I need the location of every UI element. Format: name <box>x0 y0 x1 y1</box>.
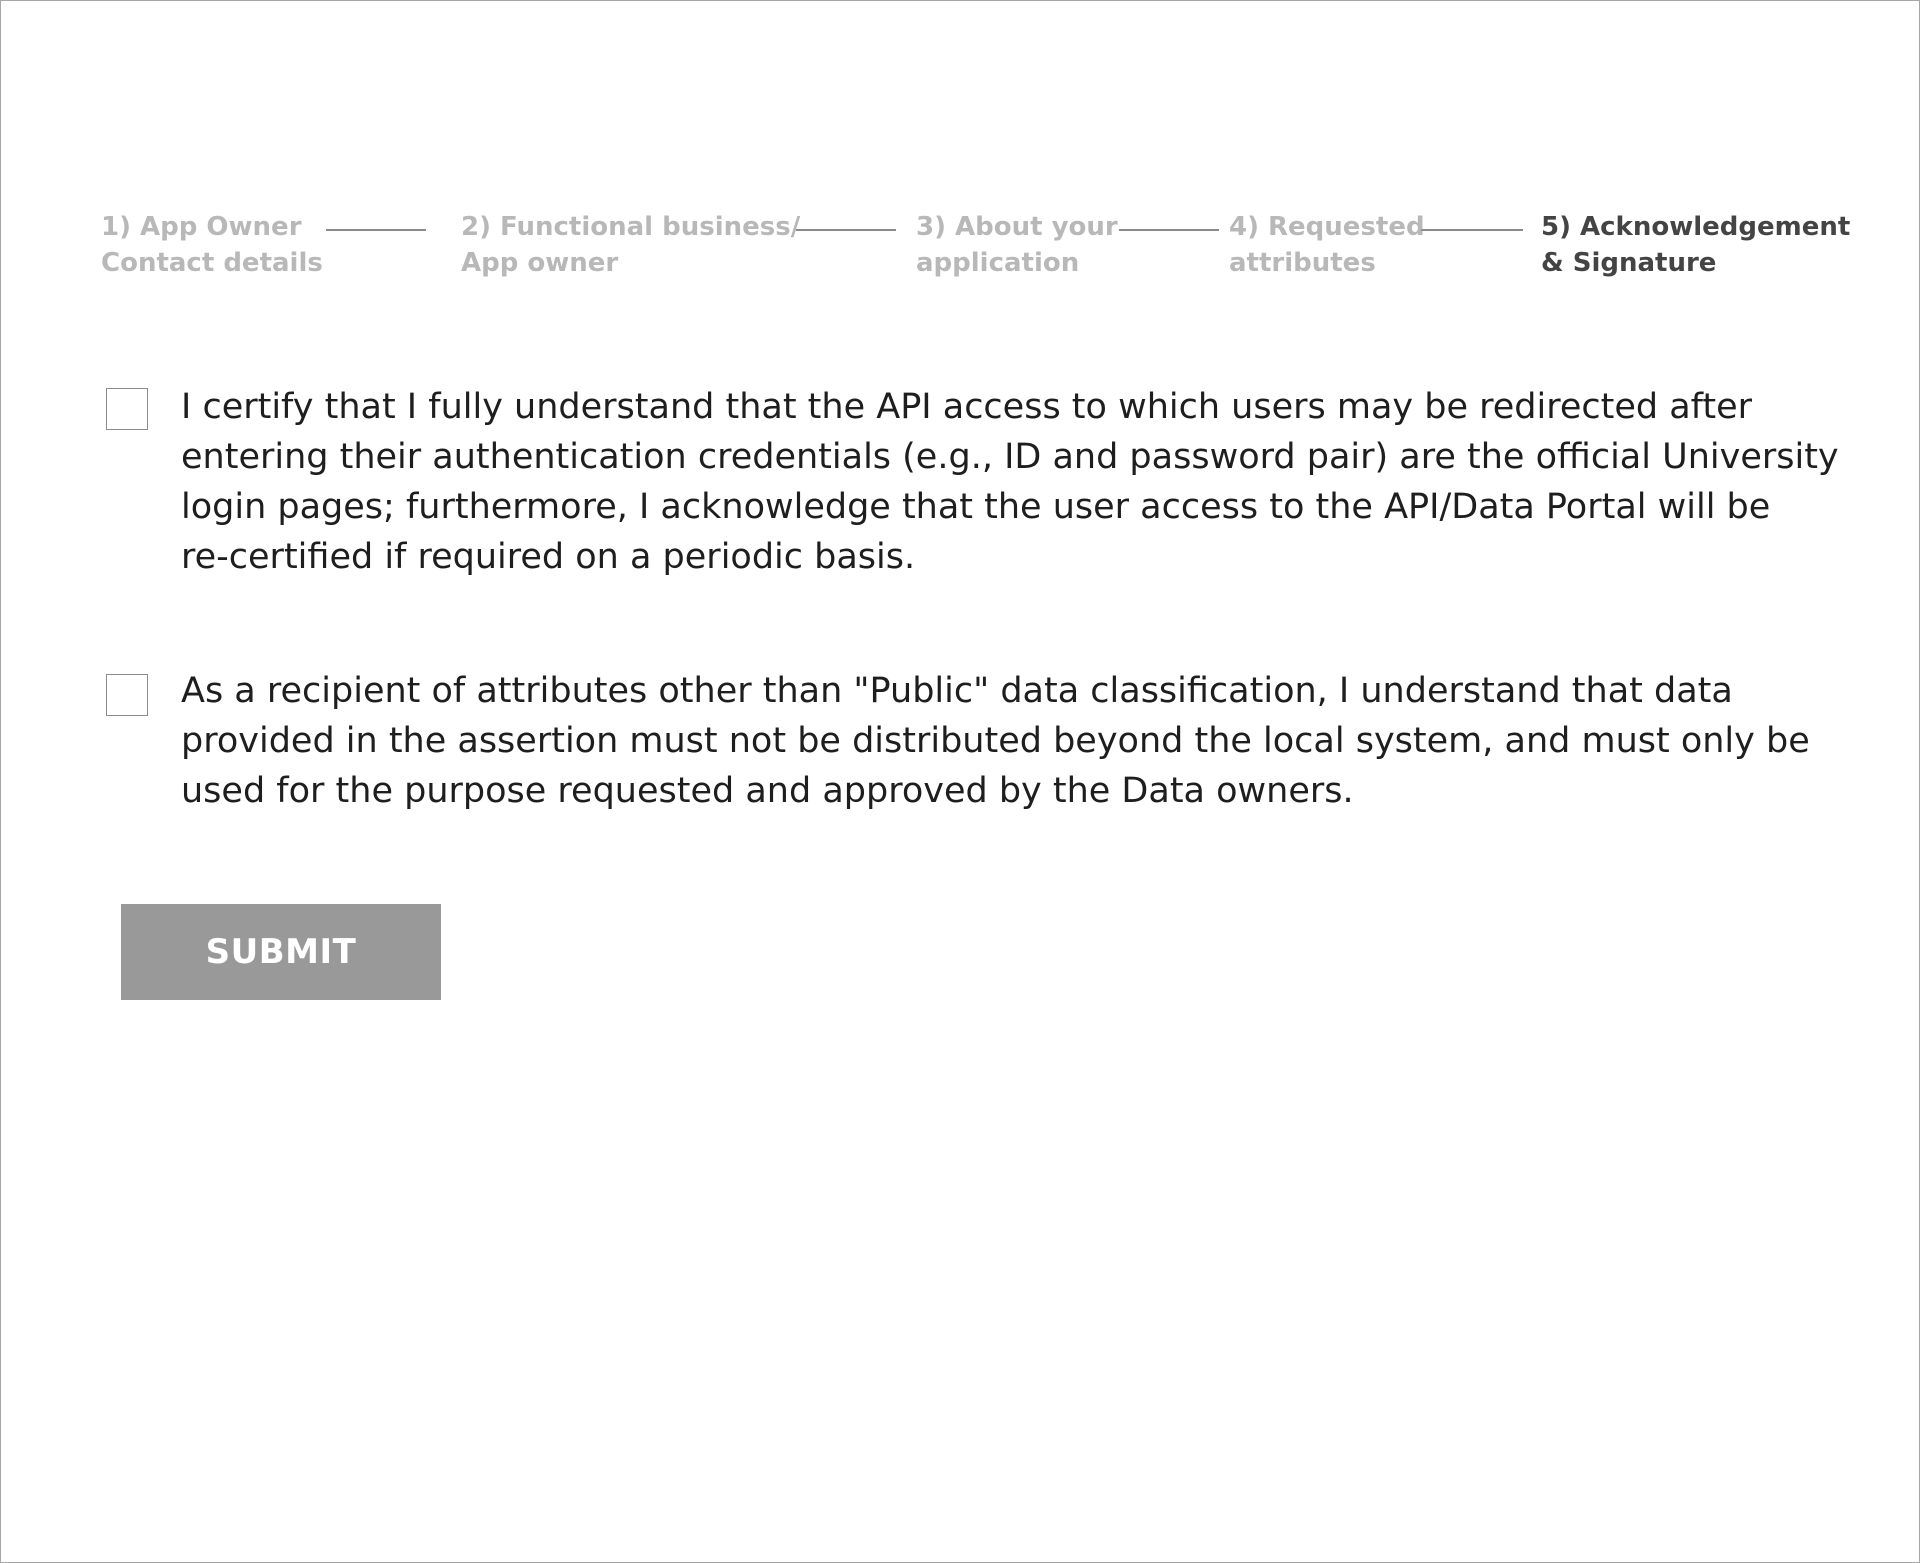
certify-login-text <box>181 382 1920 582</box>
data-distribution-text <box>181 666 1920 816</box>
step-connector <box>1119 229 1219 231</box>
ack-text-line: I certify that I fully understand that the API access to which users may be redirected after <box>181 387 1753 427</box>
step-label-line1: 1) App Owner <box>101 212 302 242</box>
step-app-owner-contact[interactable] <box>101 209 323 281</box>
step-functional-business-owner[interactable] <box>461 209 800 281</box>
step-label-line1: 2) Functional business/ <box>461 212 801 242</box>
step-connector <box>326 229 426 231</box>
ack-text-line: re-certified if required on a periodic basis. <box>181 537 916 577</box>
step-label-line2: application <box>916 248 1080 278</box>
acknowledgement-certify-login <box>106 382 1839 592</box>
step-label-line2: attributes <box>1229 248 1376 278</box>
step-label-line1: 3) About your <box>916 212 1118 242</box>
ack-text-line: login pages; furthermore, I acknowledge that the user access to the API/Data Portal will be <box>181 487 1771 527</box>
step-label-line2: & Signature <box>1541 248 1717 278</box>
step-about-application[interactable] <box>916 209 1118 281</box>
ack-text-line: used for the purpose requested and approved by the Data owners. <box>181 771 1354 811</box>
step-requested-attributes[interactable] <box>1229 209 1425 281</box>
ack-text-line: provided in the assertion must not be distributed beyond the local system, and must only be <box>181 721 1810 761</box>
step-acknowledgement-signature[interactable] <box>1541 209 1850 281</box>
acknowledgement-data-distribution <box>106 666 1826 826</box>
submit-button[interactable]: SUBMIT <box>121 904 441 1000</box>
ack-text-line: entering their authentication credentials (e.g., ID and password pair) are the official University <box>181 437 1839 477</box>
certify-login-checkbox[interactable] <box>106 388 148 430</box>
step-connector <box>796 229 896 231</box>
ack-text-line: As a recipient of attributes other than "Public" data classification, I understand that data <box>181 671 1733 711</box>
step-label-line1: 5) Acknowledgement <box>1541 212 1851 242</box>
data-distribution-checkbox[interactable] <box>106 674 148 716</box>
step-label-line1: 4) Requested <box>1229 212 1425 242</box>
step-label-line2: App owner <box>461 248 619 278</box>
progress-stepper <box>101 209 1851 289</box>
step-connector <box>1421 229 1523 231</box>
step-label-line2: Contact details <box>101 248 323 278</box>
